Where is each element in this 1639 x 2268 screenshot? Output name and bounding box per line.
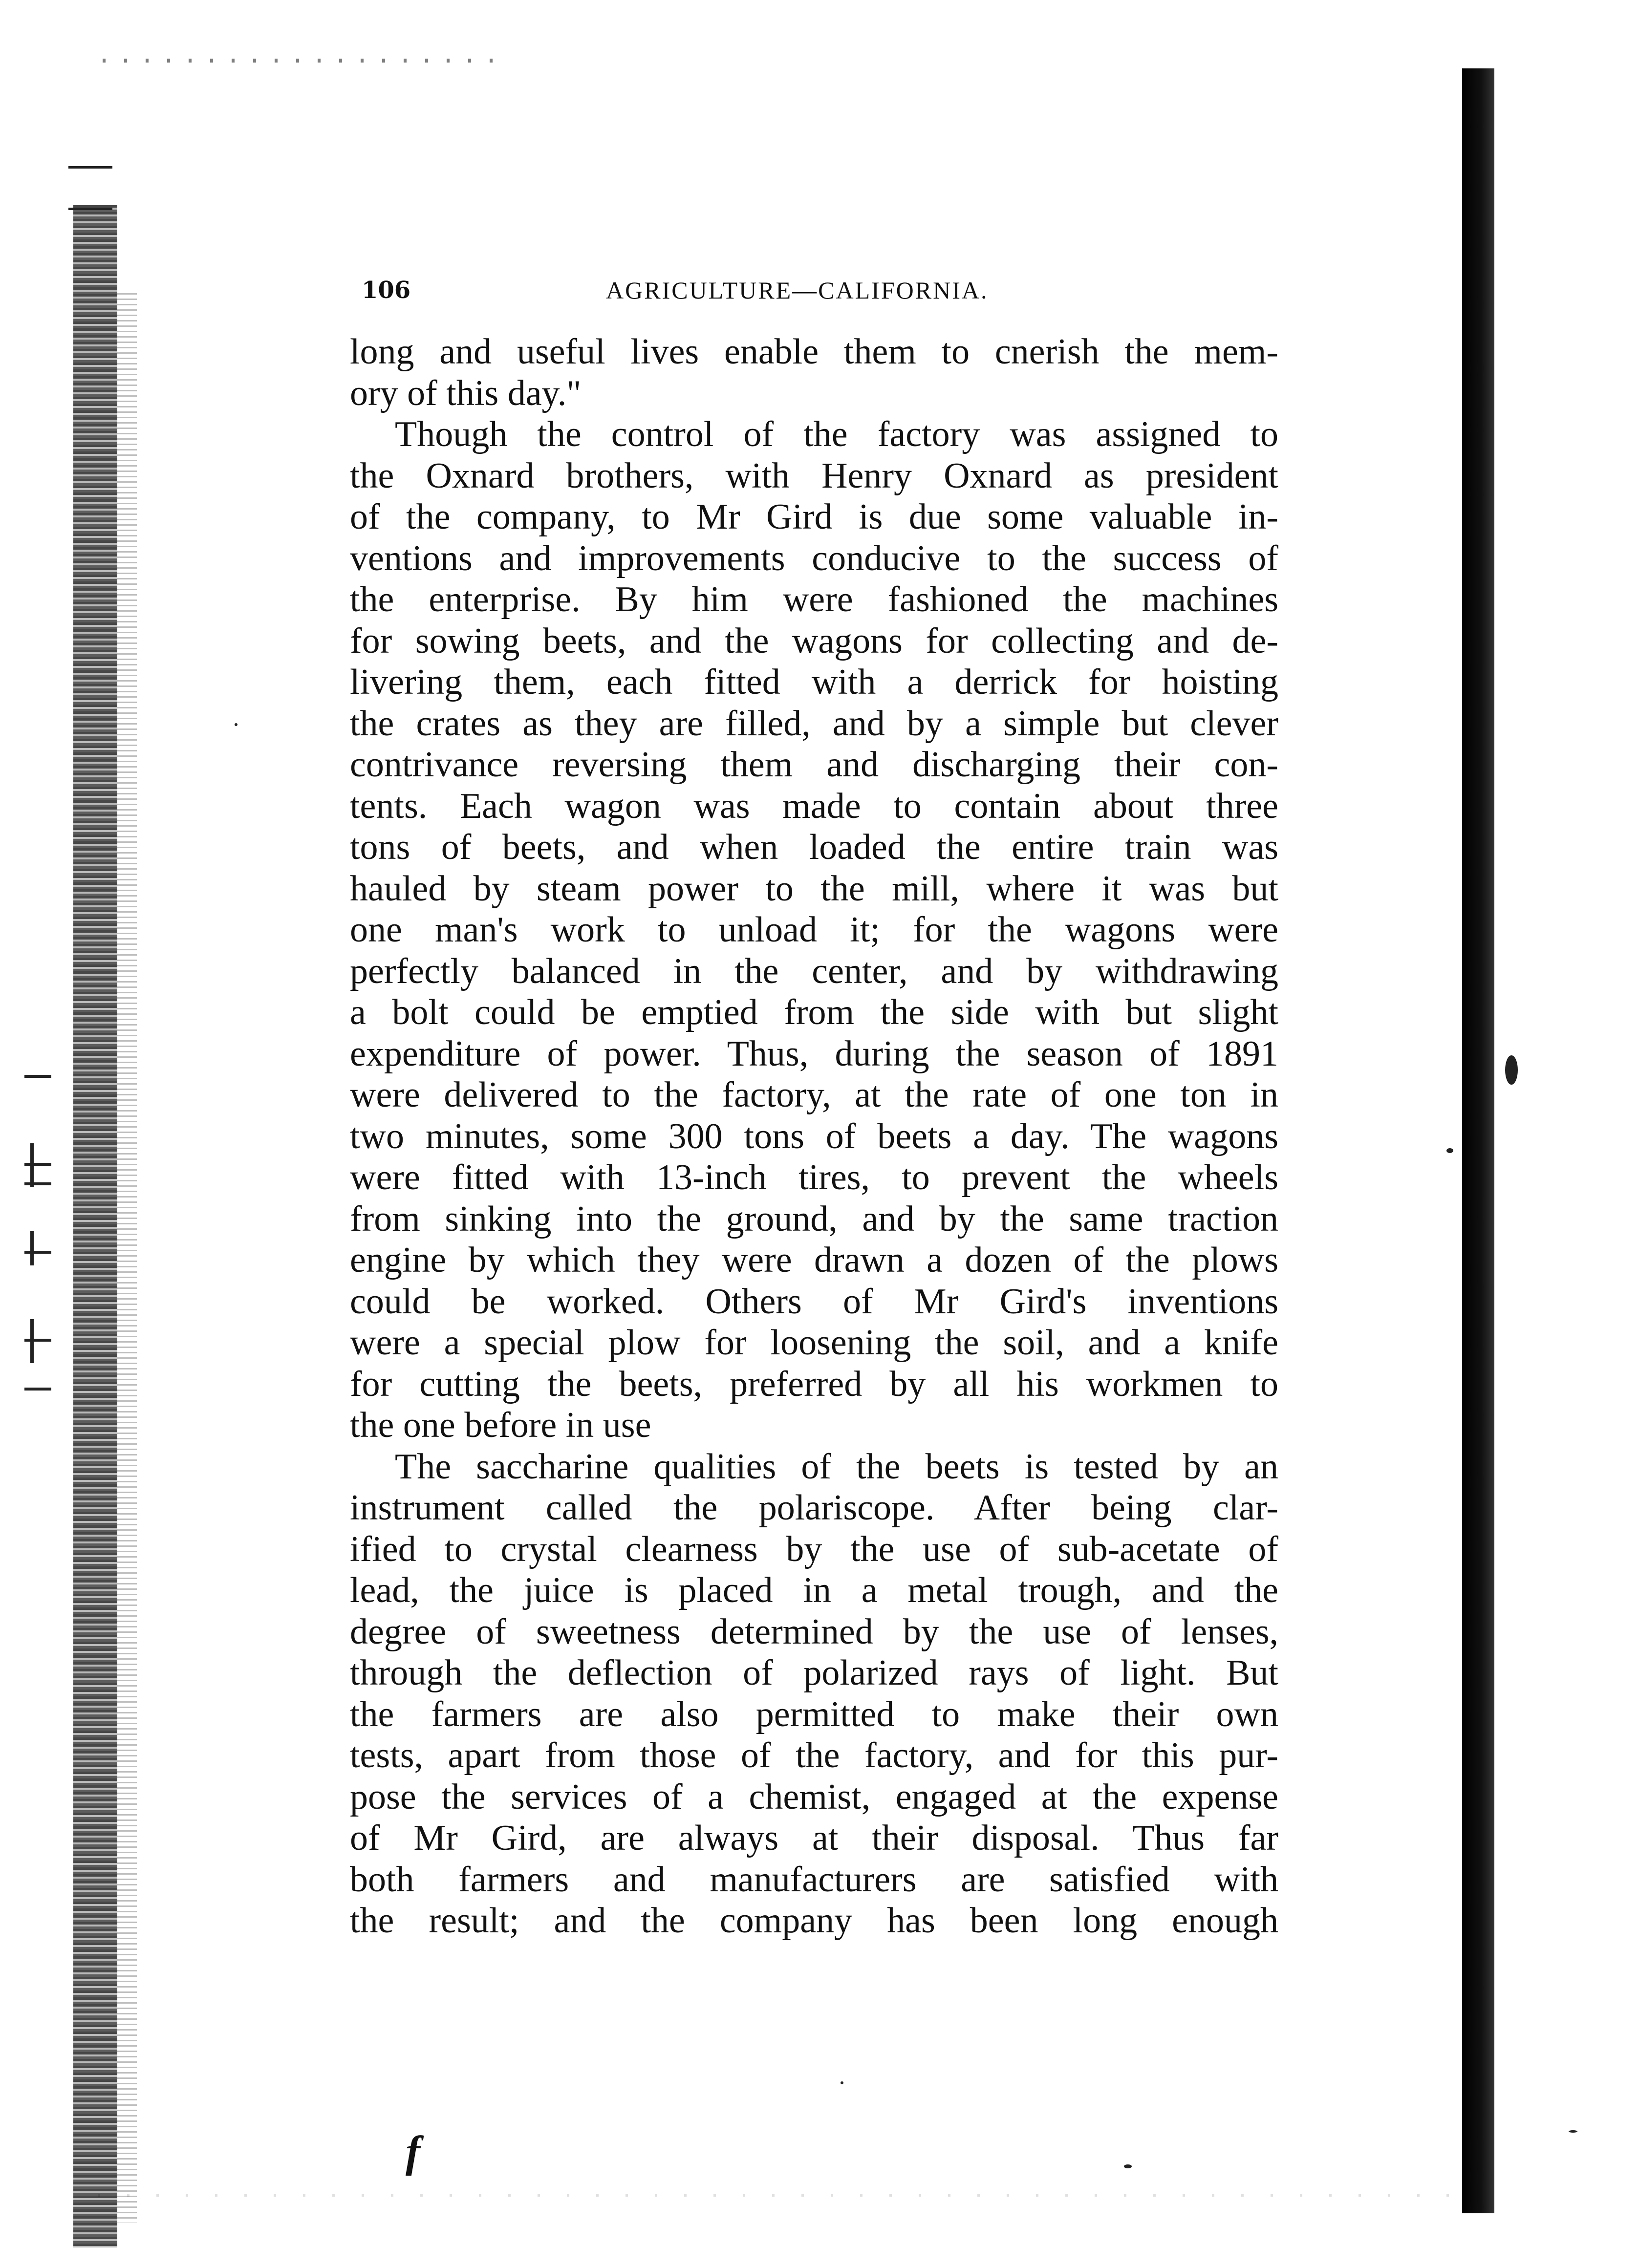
text-line: of the company, to Mr Gird is due some valuable in-: [350, 497, 1278, 537]
text-line: ified to crystal clearness by the use of sub-acetate of: [350, 1529, 1278, 1569]
text-line: engine by which they were drawn a dozen of the plows: [350, 1240, 1278, 1280]
text-line: were delivered to the factory, at the rate of one ton in: [350, 1075, 1278, 1115]
page-number: 106: [362, 277, 411, 304]
text-line: the crates as they are filled, and by a simple but clever: [350, 703, 1278, 744]
scan-speck: [841, 2081, 843, 2084]
scan-tick-left: [24, 1251, 51, 1254]
scan-rule-left: [68, 208, 112, 210]
scan-speck: [1569, 2130, 1577, 2133]
text-line: for cutting the beets, preferred by all his workmen to: [350, 1364, 1278, 1404]
text-line: livering them, each fitted with a derrick for hoisting: [350, 662, 1278, 702]
text-line: two minutes, some 300 tons of beets a day. The wagons: [350, 1116, 1278, 1156]
text-line: could be worked. Others of Mr Gird's inventions: [350, 1281, 1278, 1322]
text-line: pose the services of a chemist, engaged at the expense: [350, 1776, 1278, 1817]
text-line: instrument called the polariscope. After being clar-: [350, 1488, 1278, 1528]
signature-mark: f: [406, 2128, 420, 2176]
text-line: long and useful lives enable them to cnerish the mem-: [350, 332, 1278, 372]
text-line: both farmers and manufacturers are satisfied with: [350, 1859, 1278, 1900]
text-line: expenditure of power. Thus, during the season of 1891: [350, 1033, 1278, 1074]
scan-bar-left: [30, 1143, 34, 1187]
running-head: [362, 275, 1300, 309]
scan-tick-left: [24, 1388, 51, 1391]
scan-blot: [1505, 1055, 1518, 1085]
scan-tick-left: [24, 1182, 51, 1185]
text-line: The saccharine qualities of the beets is tested by an: [395, 1446, 1278, 1487]
running-title: AGRICULTURE—CALIFORNIA.: [606, 277, 989, 304]
scan-bar-left: [30, 1319, 34, 1363]
body-text: [350, 331, 1278, 1942]
paragraph-2: [350, 414, 1278, 1446]
scan-tick-left: [24, 1339, 51, 1342]
text-line: tons of beets, and when loaded the entire train was: [350, 827, 1278, 867]
text-line: from sinking into the ground, and by the same traction: [350, 1198, 1278, 1239]
text-line: were fitted with 13-inch tires, to prevent the wheels: [350, 1157, 1278, 1198]
text-line: were a special plow for loosening the soil, and a knife: [350, 1323, 1278, 1363]
scan-dust-bottom: [98, 2194, 1456, 2197]
scan-speck: [1124, 2164, 1132, 2168]
text-line: perfectly balanced in the center, and by withdrawing: [350, 951, 1278, 991]
scan-specks-top: [103, 59, 494, 63]
text-line: the enterprise. By him were fashioned the machines: [350, 579, 1278, 620]
text-line: ventions and improvements conducive to the success of: [350, 538, 1278, 578]
scan-edge-left-faint: [117, 293, 137, 2223]
scan-speck: [1446, 1148, 1453, 1153]
paragraph-1: [350, 331, 1278, 414]
text-line: ory of this day.": [350, 373, 582, 413]
text-line: through the deflection of polarized rays of light. But: [350, 1653, 1278, 1693]
scan-edge-right: [1462, 68, 1494, 2213]
scan-bar-left: [30, 1231, 34, 1265]
scan-rule-left: [68, 166, 112, 169]
text-line: tents. Each wagon was made to contain about three: [350, 786, 1278, 826]
text-line: one man's work to unload it; for the wagons were: [350, 910, 1278, 950]
text-line: of Mr Gird, are always at their disposal. Thus far: [350, 1818, 1278, 1858]
text-line: a bolt could be emptied from the side with but slight: [350, 992, 1278, 1032]
text-line: hauled by steam power to the mill, where it was but: [350, 868, 1278, 909]
scan-tick-left: [24, 1163, 51, 1166]
text-line: contrivance reversing them and discharging their con-: [350, 745, 1278, 785]
text-line: the result; and the company has been long enough: [350, 1901, 1278, 1941]
scan-edge-left: [73, 205, 117, 2247]
text-line: the one before in use: [350, 1405, 651, 1445]
text-line: lead, the juice is placed in a metal trough, and the: [350, 1570, 1278, 1610]
text-line: degree of sweetness determined by the use of lenses,: [350, 1611, 1278, 1652]
scan-speck: [235, 723, 237, 726]
text-line: the Oxnard brothers, with Henry Oxnard as president: [350, 455, 1278, 496]
scan-tick-left: [24, 1075, 51, 1078]
paragraph-3: [350, 1446, 1278, 1942]
text-line: the farmers are also permitted to make their own: [350, 1694, 1278, 1734]
text-line: for sowing beets, and the wagons for collecting and de-: [350, 620, 1278, 661]
text-line: Though the control of the factory was assigned to: [395, 414, 1278, 454]
text-line: tests, apart from those of the factory, and for this pur-: [350, 1735, 1278, 1776]
